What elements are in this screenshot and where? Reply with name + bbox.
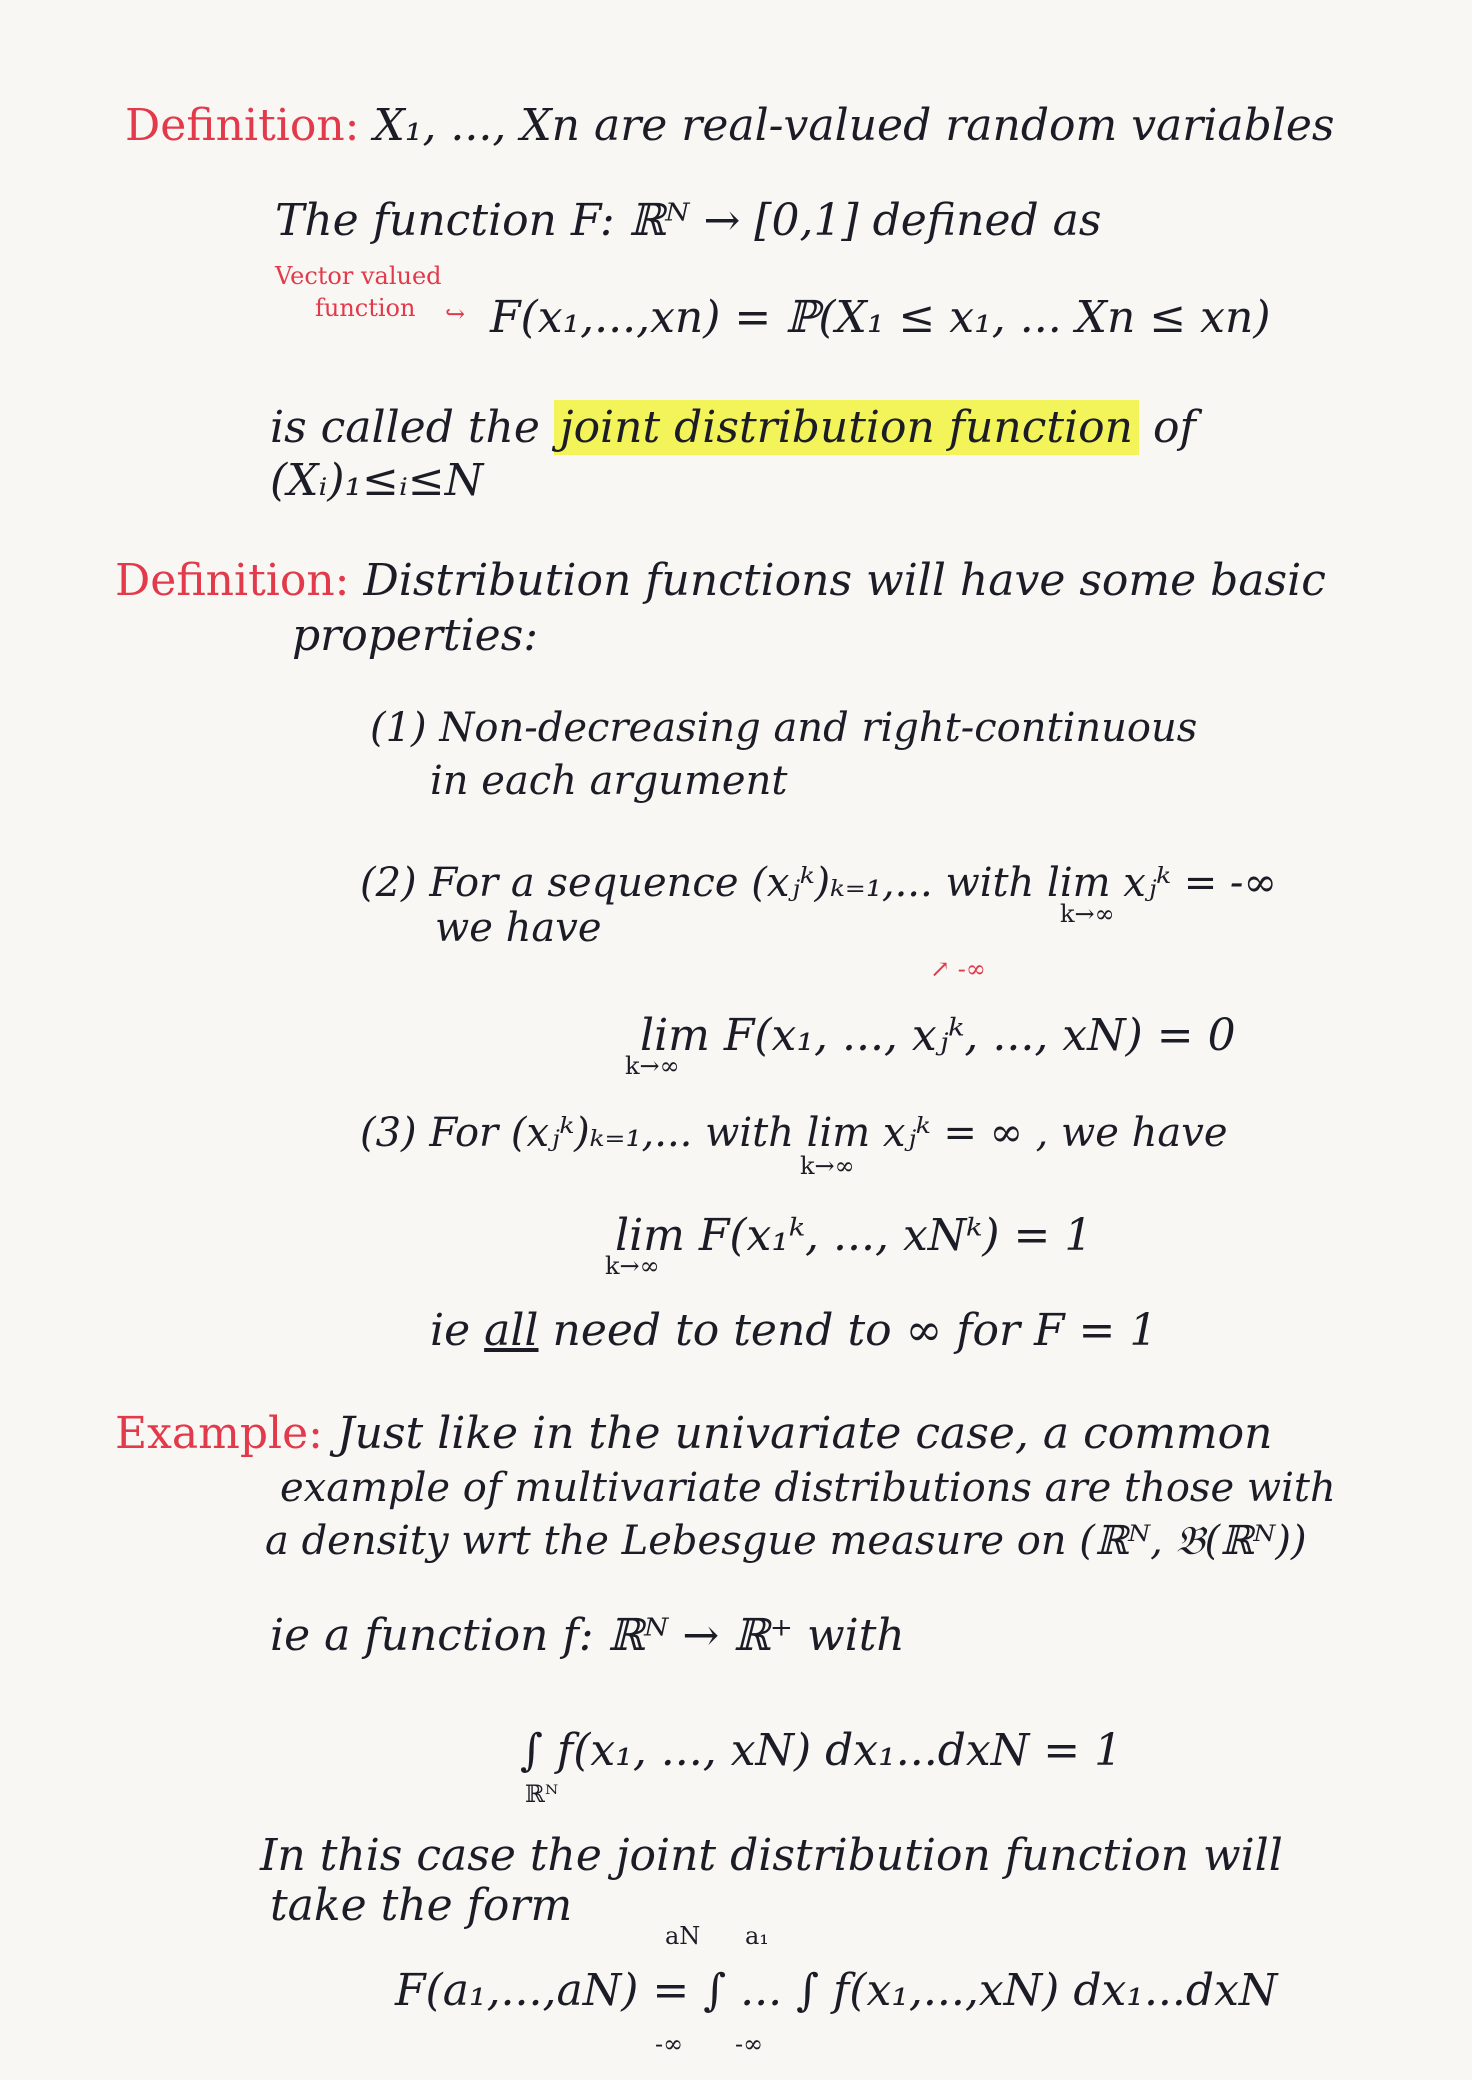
example-line-3: a density wrt the Lebesgue measure on (ℝᴺ, 𝔅(ℝᴺ))	[265, 1518, 1307, 1564]
property-3-limit-subscript: k→∞	[800, 1152, 855, 1180]
definition-1-line-4	[270, 402, 1196, 453]
all-underlined: all	[484, 1305, 539, 1356]
joint-cdf-formula: F(x₁,...,xn) = ℙ(X₁ ≤ x₁, ... Xn ≤ xn)	[490, 292, 1271, 343]
property-1-line-1: (1) Non-decreasing and right-continuous	[370, 705, 1198, 751]
definition-1-text: X₁, ..., Xn are real-valued random variables	[373, 100, 1335, 151]
function-annotation: function	[315, 294, 416, 322]
example-line-4: ie a function f: ℝᴺ → ℝ⁺ with	[270, 1610, 905, 1661]
definition-label: Definition:	[115, 555, 350, 606]
lower-limit-2: -∞	[735, 2030, 764, 2058]
property-2-line-2: we have	[435, 905, 602, 951]
highlighted-term: joint distribution function	[554, 400, 1139, 455]
definition-1-line-2: The function F: ℝᴺ → [0,1] defined as	[275, 195, 1102, 246]
final-formula	[395, 1965, 1277, 2016]
definition-label: Definition:	[125, 100, 360, 151]
property-1-line-2: in each argument	[430, 758, 788, 804]
annotation-arrow-icon: ↪	[445, 300, 466, 328]
property-3-line-1: (3) For (xⱼᵏ)ₖ₌₁,... with lim xⱼᵏ = ∞ , we have	[360, 1110, 1228, 1156]
of-text: of	[1153, 402, 1196, 453]
definition-2-text: Distribution functions will have some basic	[363, 555, 1326, 606]
property-2-line-1: (2) For a sequence (xⱼᵏ)ₖ₌₁,... with lim xⱼᵏ = -∞	[360, 860, 1277, 906]
tend-text: need to tend to ∞ for F = 1	[552, 1305, 1158, 1356]
definition-1-line-1	[125, 100, 1334, 151]
property-2-limit-subscript: k→∞	[1060, 900, 1115, 928]
final-formula-lhs: F(a₁,...,aN) =	[395, 1965, 690, 2016]
lower-limit-1: -∞	[655, 2030, 684, 2058]
example-label: Example:	[115, 1408, 323, 1459]
density-integral: ∫ f(x₁, ..., xN) dx₁...dxN = 1	[520, 1725, 1123, 1776]
property-3-note	[430, 1305, 1157, 1356]
called-the-text: is called the	[270, 402, 540, 453]
property-3-formula-subscript: k→∞	[605, 1252, 660, 1280]
index-family: (Xᵢ)₁≤ᵢ≤N	[270, 455, 484, 506]
property-2-formula: lim F(x₁, ..., xⱼᵏ, ..., xN) = 0	[640, 1010, 1236, 1061]
minus-infinity-note: ↗ -∞	[930, 955, 986, 983]
example-line-2: example of multivariate distributions are those with	[280, 1465, 1336, 1511]
vector-valued-annotation: Vector valued	[275, 262, 442, 290]
ie-text: ie	[430, 1305, 471, 1356]
example-text: Just like in the univariate case, a common	[337, 1408, 1273, 1459]
example-line-5: In this case the joint distribution function will	[260, 1830, 1283, 1881]
upper-limit-aN: aN	[665, 1922, 701, 1950]
definition-2-line-2: properties:	[292, 610, 539, 661]
example-line-6: take the form	[270, 1880, 573, 1931]
example-line-1	[115, 1408, 1272, 1459]
property-2-formula-subscript: k→∞	[625, 1052, 680, 1080]
definition-2-line-1	[115, 555, 1326, 606]
final-formula-rhs: ∫ ... ∫ f(x₁,...,xN) dx₁...dxN	[703, 1965, 1278, 2016]
integral-domain: ℝᴺ	[525, 1780, 559, 1808]
property-3-formula: lim F(x₁ᵏ, ..., xNᵏ) = 1	[615, 1210, 1093, 1261]
upper-limit-a1: a₁	[745, 1922, 769, 1950]
